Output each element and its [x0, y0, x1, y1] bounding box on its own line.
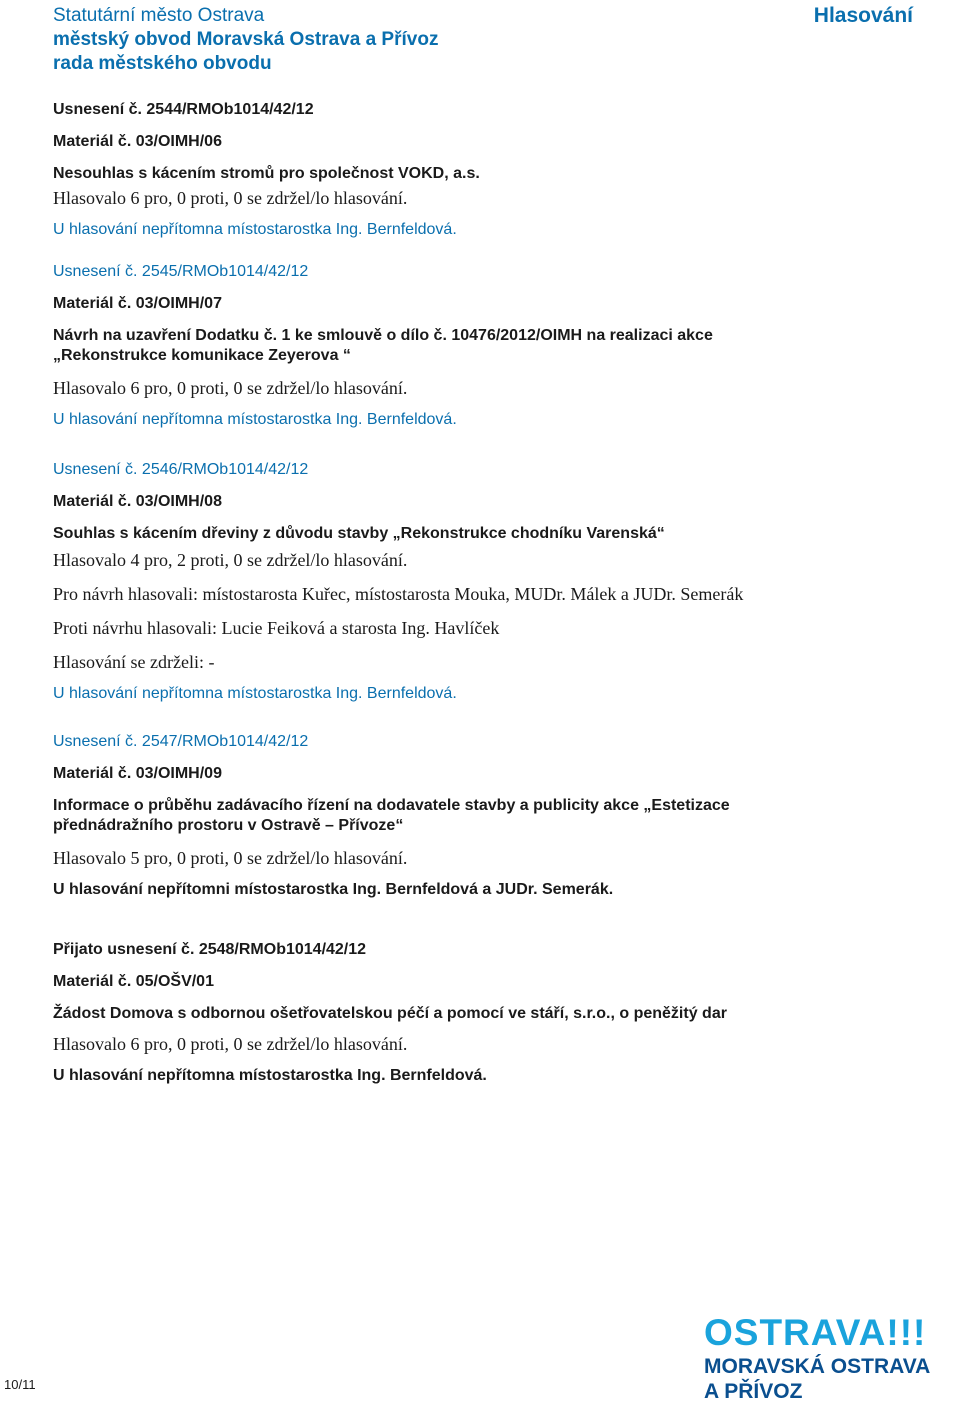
resolution-item: [53, 940, 933, 1086]
material-number: Materiál č. 03/OIMH/07: [53, 295, 222, 312]
header-city: Statutární město Ostrava: [53, 5, 265, 26]
resolution-subject: Žádost Domova s odbornou ošetřovatelskou péčí a pomocí ve stáří, s.r.o., o peněžitý dar: [53, 1005, 727, 1022]
vote-result: Hlasovalo 6 pro, 0 proti, 0 se zdržel/lo hlasování.: [53, 378, 408, 398]
header-district: městský obvod Moravská Ostrava a Přívoz: [53, 29, 439, 50]
material-number: Materiál č. 03/OIMH/08: [53, 493, 222, 510]
resolution-number: Usnesení č. 2546/RMOb1014/42/12: [53, 461, 309, 478]
absence-note: U hlasování nepřítomna místostarostka Ing. Bernfeldová.: [53, 221, 457, 238]
absence-note: U hlasování nepřítomna místostarostka Ing. Bernfeldová.: [53, 685, 457, 702]
vote-result: Hlasovalo 6 pro, 0 proti, 0 se zdržel/lo hlasování.: [53, 1034, 408, 1054]
material-number: Materiál č. 05/OŠV/01: [53, 973, 214, 990]
resolution-subject: Souhlas s kácením dřeviny z důvodu stavby „Rekonstrukce chodníku Varenská“: [53, 525, 665, 542]
votes-abstained: Hlasování se zdrželi: -: [53, 652, 215, 672]
resolution-number: Usnesení č. 2544/RMOb1014/42/12: [53, 101, 314, 118]
vote-result: Hlasovalo 4 pro, 2 proti, 0 se zdržel/lo hlasování.: [53, 550, 408, 570]
resolution-subject: Informace o průběhu zadávacího řízení na dodavatele stavby a publicity akce „Estetizace přednádražního prostoru v Ostravě – Přívoze“: [53, 797, 730, 834]
resolution-item: [53, 100, 933, 240]
vote-result: Hlasovalo 5 pro, 0 proti, 0 se zdržel/lo hlasování.: [53, 848, 408, 868]
resolution-item: [53, 732, 933, 900]
ostrava-logo: [704, 1314, 958, 1406]
voting-records: [53, 100, 933, 1106]
logo-line-3: A PŘÍVOZ: [704, 1380, 803, 1403]
resolution-number: Přijato usnesení č. 2548/RMOb1014/42/12: [53, 941, 367, 958]
document-header: [53, 4, 913, 76]
vote-result: Hlasovalo 6 pro, 0 proti, 0 se zdržel/lo hlasování.: [53, 188, 408, 208]
logo-line-1: OSTRAVA!!!: [704, 1312, 927, 1353]
page-number: 10/11: [4, 1377, 36, 1392]
resolution-number: Usnesení č. 2545/RMOb1014/42/12: [53, 263, 309, 280]
material-number: Materiál č. 03/OIMH/09: [53, 765, 222, 782]
page-title: Hlasování: [813, 4, 913, 27]
resolution-subject: Návrh na uzavření Dodatku č. 1 ke smlouvě o dílo č. 10476/2012/OIMH na realizaci akce „Rekonstrukce komunikace Zeyerova “: [53, 327, 713, 364]
resolution-item: [53, 460, 933, 704]
absence-note: U hlasování nepřítomni místostarostka Ing. Bernfeldová a JUDr. Semerák.: [53, 881, 614, 898]
resolution-item: [53, 262, 933, 430]
absence-note: U hlasování nepřítomna místostarostka Ing. Bernfeldová.: [53, 411, 457, 428]
header-council: rada městského obvodu: [53, 53, 272, 74]
resolution-number: Usnesení č. 2547/RMOb1014/42/12: [53, 733, 309, 750]
resolution-subject: Nesouhlas s kácením stromů pro společnost VOKD, a.s.: [53, 165, 480, 182]
votes-for: Pro návrh hlasovali: místostarosta Kuřec, místostarosta Mouka, MUDr. Málek a JUDr. Semerák: [53, 584, 744, 604]
votes-against: Proti návrhu hlasovali: Lucie Feiková a starosta Ing. Havlíček: [53, 618, 500, 638]
logo-line-2: MORAVSKÁ OSTRAVA: [704, 1355, 931, 1378]
material-number: Materiál č. 03/OIMH/06: [53, 133, 222, 150]
absence-note: U hlasování nepřítomna místostarostka Ing. Bernfeldová.: [53, 1067, 487, 1084]
